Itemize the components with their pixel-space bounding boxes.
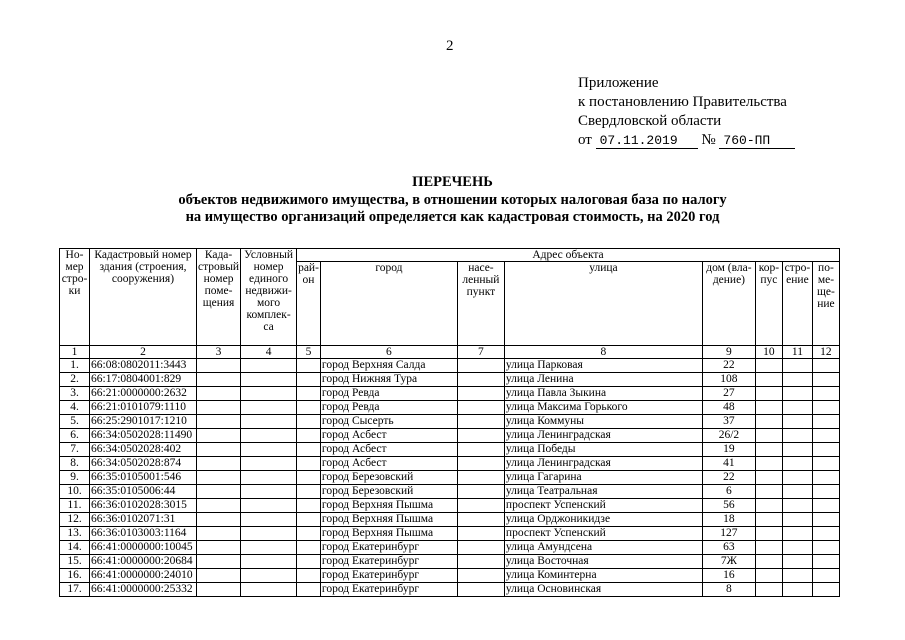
page-number: 2 (446, 38, 454, 54)
cell-street: улица Победы (504, 443, 702, 457)
cell-city: город Верхняя Пышма (320, 499, 457, 513)
cell-house: 6 (702, 485, 755, 499)
cell-cadastral-room (197, 485, 241, 499)
cell-house: 26/2 (702, 429, 755, 443)
header-city: город (320, 262, 457, 346)
cell-house: 22 (702, 471, 755, 485)
cell-house: 27 (702, 387, 755, 401)
cell-building (782, 359, 812, 373)
header-room: по-ме-ще-ние (812, 262, 839, 346)
cell-settlement (457, 415, 504, 429)
cell-block (755, 541, 782, 555)
cell-district (297, 415, 321, 429)
cell-district (297, 373, 321, 387)
table-row (60, 513, 840, 527)
column-number: 3 (197, 346, 241, 359)
cell-room (812, 485, 839, 499)
header-cadastral-building: Кадастровый номер здания (строения, сооружения) (90, 249, 197, 346)
cell-cadastral-building: 66:34:0502028:402 (90, 443, 197, 457)
cell-street: улица Ленинградская (504, 429, 702, 443)
cell-cadastral-room (197, 499, 241, 513)
table-row (60, 373, 840, 387)
cell-conditional (241, 527, 297, 541)
cell-house: 127 (702, 527, 755, 541)
cell-block (755, 373, 782, 387)
cell-district (297, 401, 321, 415)
cell-street: улица Максима Горького (504, 401, 702, 415)
cell-city: город Ревда (320, 401, 457, 415)
cell-city: город Асбест (320, 429, 457, 443)
appendix-title: Приложение (578, 75, 659, 91)
header-row-1 (60, 249, 840, 262)
cell-settlement (457, 569, 504, 583)
document-title (0, 174, 905, 227)
number-prefix: № (701, 132, 716, 148)
cell-city: город Екатеринбург (320, 555, 457, 569)
cell-building (782, 471, 812, 485)
cell-district (297, 457, 321, 471)
cell-row-num: 6. (60, 429, 90, 443)
cell-street: улица Ленинградская (504, 457, 702, 471)
cell-conditional (241, 373, 297, 387)
cell-house: 37 (702, 415, 755, 429)
cell-room (812, 527, 839, 541)
cell-room (812, 457, 839, 471)
cell-district (297, 485, 321, 499)
header-conditional: Условный номер единого недвижи-мого комплек-са (241, 249, 297, 346)
cell-cadastral-building: 66:08:0802011:3443 (90, 359, 197, 373)
cell-settlement (457, 499, 504, 513)
cell-building (782, 527, 812, 541)
cell-house: 18 (702, 513, 755, 527)
cell-block (755, 359, 782, 373)
cell-district (297, 555, 321, 569)
cell-settlement (457, 555, 504, 569)
cell-row-num: 9. (60, 471, 90, 485)
cell-settlement (457, 373, 504, 387)
table-row (60, 443, 840, 457)
cell-row-num: 7. (60, 443, 90, 457)
cell-block (755, 457, 782, 471)
table-row (60, 527, 840, 541)
cell-building (782, 541, 812, 555)
cell-house: 108 (702, 373, 755, 387)
cell-building (782, 443, 812, 457)
cell-row-num: 1. (60, 359, 90, 373)
cell-block (755, 443, 782, 457)
cell-street: улица Амундсена (504, 541, 702, 555)
cell-house: 56 (702, 499, 755, 513)
decree-number: 760-ПП (719, 133, 795, 149)
cell-block (755, 471, 782, 485)
cell-conditional (241, 387, 297, 401)
column-numbers-row (60, 346, 840, 359)
column-number: 5 (297, 346, 321, 359)
table-row (60, 457, 840, 471)
decree-date: 07.11.2019 (596, 133, 698, 149)
cell-street: улица Основинская (504, 583, 702, 597)
cell-city: город Асбест (320, 457, 457, 471)
cell-cadastral-room (197, 471, 241, 485)
cell-block (755, 387, 782, 401)
cell-conditional (241, 457, 297, 471)
cell-building (782, 373, 812, 387)
cell-cadastral-building: 66:34:0502028:874 (90, 457, 197, 471)
header-house: дом (вла-дение) (702, 262, 755, 346)
cell-block (755, 583, 782, 597)
cell-building (782, 513, 812, 527)
cell-cadastral-building: 66:41:0000000:24010 (90, 569, 197, 583)
column-number: 6 (320, 346, 457, 359)
cell-row-num: 14. (60, 541, 90, 555)
cell-street: улица Коминтерна (504, 569, 702, 583)
appendix-date-line (578, 131, 795, 150)
appendix-block (578, 74, 795, 150)
cell-district (297, 527, 321, 541)
cell-house: 22 (702, 359, 755, 373)
cell-row-num: 4. (60, 401, 90, 415)
cell-city: город Верхняя Пышма (320, 527, 457, 541)
cell-cadastral-building: 66:36:0103003:1164 (90, 527, 197, 541)
cell-settlement (457, 359, 504, 373)
header-settlement: насе-ленный пункт (457, 262, 504, 346)
cell-room (812, 415, 839, 429)
table-row (60, 429, 840, 443)
cell-cadastral-room (197, 583, 241, 597)
cell-district (297, 569, 321, 583)
cell-street: улица Восточная (504, 555, 702, 569)
cell-row-num: 10. (60, 485, 90, 499)
cell-street: улица Орджоникидзе (504, 513, 702, 527)
cell-block (755, 513, 782, 527)
cell-room (812, 387, 839, 401)
appendix-decree: к постановлению Правительства (578, 94, 787, 110)
table-row (60, 471, 840, 485)
cell-street: улица Павла Зыкина (504, 387, 702, 401)
cell-cadastral-room (197, 359, 241, 373)
cell-building (782, 387, 812, 401)
title-subtitle-2: на имущество организаций определяется как кадастровая стоимость, на 2020 год (185, 209, 720, 225)
cell-row-num: 5. (60, 415, 90, 429)
cell-cadastral-building: 66:21:0000000:2632 (90, 387, 197, 401)
cell-settlement (457, 457, 504, 471)
cell-settlement (457, 443, 504, 457)
cell-room (812, 373, 839, 387)
date-prefix: от (578, 132, 592, 148)
cell-street: улица Театральная (504, 485, 702, 499)
appendix-region: Свердловской области (578, 113, 722, 129)
column-number: 11 (782, 346, 812, 359)
header-block: кор-пус (755, 262, 782, 346)
cell-district (297, 471, 321, 485)
cell-street: улица Парковая (504, 359, 702, 373)
table-row (60, 485, 840, 499)
table-row (60, 555, 840, 569)
cell-conditional (241, 429, 297, 443)
cell-room (812, 583, 839, 597)
cell-conditional (241, 541, 297, 555)
cell-district (297, 387, 321, 401)
header-building: стро-ение (782, 262, 812, 346)
cell-conditional (241, 583, 297, 597)
cell-district (297, 513, 321, 527)
cell-conditional (241, 499, 297, 513)
cell-settlement (457, 387, 504, 401)
cell-house: 48 (702, 401, 755, 415)
cell-city: город Ревда (320, 387, 457, 401)
cell-cadastral-room (197, 387, 241, 401)
cell-cadastral-building: 66:17:0804001:829 (90, 373, 197, 387)
cell-cadastral-building: 66:36:0102071:31 (90, 513, 197, 527)
cell-house: 7Ж (702, 555, 755, 569)
cell-cadastral-building: 66:36:0102028:3015 (90, 499, 197, 513)
cell-city: город Верхняя Пышма (320, 513, 457, 527)
cell-house: 63 (702, 541, 755, 555)
cell-conditional (241, 415, 297, 429)
cell-room (812, 513, 839, 527)
cell-settlement (457, 485, 504, 499)
cell-street: улица Ленина (504, 373, 702, 387)
cell-room (812, 443, 839, 457)
cell-block (755, 527, 782, 541)
column-number: 8 (504, 346, 702, 359)
cell-city: город Асбест (320, 443, 457, 457)
cell-building (782, 401, 812, 415)
cell-cadastral-building: 66:41:0000000:25332 (90, 583, 197, 597)
cell-cadastral-room (197, 555, 241, 569)
cell-street: проспект Успенский (504, 527, 702, 541)
cell-block (755, 499, 782, 513)
cell-house: 8 (702, 583, 755, 597)
cell-building (782, 485, 812, 499)
cell-settlement (457, 401, 504, 415)
cell-building (782, 555, 812, 569)
cell-building (782, 583, 812, 597)
header-cadastral-room: Када-стровый номер поме-щения (197, 249, 241, 346)
cell-room (812, 471, 839, 485)
cell-house: 41 (702, 457, 755, 471)
cell-cadastral-room (197, 443, 241, 457)
cell-row-num: 3. (60, 387, 90, 401)
cell-city: город Березовский (320, 471, 457, 485)
cell-block (755, 401, 782, 415)
cell-row-num: 13. (60, 527, 90, 541)
cell-city: город Екатеринбург (320, 569, 457, 583)
cell-cadastral-room (197, 415, 241, 429)
cell-block (755, 429, 782, 443)
cell-row-num: 2. (60, 373, 90, 387)
cell-building (782, 429, 812, 443)
cell-cadastral-building: 66:34:0502028:11490 (90, 429, 197, 443)
cell-conditional (241, 443, 297, 457)
cell-street: проспект Успенский (504, 499, 702, 513)
table-row (60, 387, 840, 401)
cell-conditional (241, 569, 297, 583)
cell-settlement (457, 429, 504, 443)
table-row (60, 415, 840, 429)
table-row (60, 499, 840, 513)
cell-conditional (241, 485, 297, 499)
cell-room (812, 555, 839, 569)
cell-city: город Березовский (320, 485, 457, 499)
table-row (60, 401, 840, 415)
cell-settlement (457, 541, 504, 555)
column-number: 9 (702, 346, 755, 359)
cell-row-num: 16. (60, 569, 90, 583)
cell-district (297, 499, 321, 513)
cell-city: город Сысерть (320, 415, 457, 429)
title-heading: ПЕРЕЧЕНЬ (412, 174, 493, 190)
cell-cadastral-building: 66:41:0000000:10045 (90, 541, 197, 555)
cell-city: город Екатеринбург (320, 541, 457, 555)
cell-row-num: 8. (60, 457, 90, 471)
cell-block (755, 485, 782, 499)
cell-block (755, 555, 782, 569)
cell-house: 16 (702, 569, 755, 583)
header-street: улица (504, 262, 702, 346)
cell-cadastral-building: 66:35:0105006:44 (90, 485, 197, 499)
cell-building (782, 569, 812, 583)
cell-street: улица Гагарина (504, 471, 702, 485)
cell-district (297, 429, 321, 443)
cell-cadastral-room (197, 527, 241, 541)
cell-conditional (241, 555, 297, 569)
cell-street: улица Коммуны (504, 415, 702, 429)
table-body (60, 249, 840, 597)
column-number: 12 (812, 346, 839, 359)
table-row (60, 359, 840, 373)
cell-room (812, 359, 839, 373)
cell-district (297, 443, 321, 457)
header-address: Адрес объекта (297, 249, 840, 262)
cell-row-num: 12. (60, 513, 90, 527)
header-district: рай-он (297, 262, 321, 346)
cell-building (782, 457, 812, 471)
cell-cadastral-room (197, 541, 241, 555)
cell-cadastral-room (197, 401, 241, 415)
title-subtitle-1: объектов недвижимого имущества, в отношении которых налоговая база по налогу (178, 191, 727, 208)
cell-settlement (457, 527, 504, 541)
cell-room (812, 429, 839, 443)
cell-settlement (457, 513, 504, 527)
cell-building (782, 499, 812, 513)
table-row (60, 583, 840, 597)
cell-city: город Нижняя Тура (320, 373, 457, 387)
cell-block (755, 569, 782, 583)
cell-room (812, 401, 839, 415)
cell-cadastral-building: 66:41:0000000:20684 (90, 555, 197, 569)
cell-conditional (241, 359, 297, 373)
cell-block (755, 415, 782, 429)
cell-cadastral-room (197, 513, 241, 527)
table-row (60, 569, 840, 583)
property-table (59, 248, 840, 597)
cell-cadastral-room (197, 569, 241, 583)
header-row-num: Но-мер стро-ки (60, 249, 90, 346)
cell-district (297, 541, 321, 555)
table-row (60, 541, 840, 555)
cell-room (812, 541, 839, 555)
cell-conditional (241, 401, 297, 415)
cell-cadastral-room (197, 457, 241, 471)
column-number: 1 (60, 346, 90, 359)
cell-house: 19 (702, 443, 755, 457)
cell-city: город Верхняя Салда (320, 359, 457, 373)
cell-settlement (457, 471, 504, 485)
column-number: 2 (90, 346, 197, 359)
cell-cadastral-building: 66:25:2901017:1210 (90, 415, 197, 429)
cell-city: город Екатеринбург (320, 583, 457, 597)
cell-district (297, 359, 321, 373)
column-number: 4 (241, 346, 297, 359)
cell-row-num: 17. (60, 583, 90, 597)
cell-cadastral-building: 66:21:0101079:1110 (90, 401, 197, 415)
cell-row-num: 11. (60, 499, 90, 513)
cell-district (297, 583, 321, 597)
cell-room (812, 499, 839, 513)
cell-cadastral-room (197, 429, 241, 443)
cell-room (812, 569, 839, 583)
cell-conditional (241, 471, 297, 485)
cell-settlement (457, 583, 504, 597)
cell-conditional (241, 513, 297, 527)
column-number: 10 (755, 346, 782, 359)
column-number: 7 (457, 346, 504, 359)
cell-building (782, 415, 812, 429)
cell-cadastral-building: 66:35:0105001:546 (90, 471, 197, 485)
cell-cadastral-room (197, 373, 241, 387)
cell-row-num: 15. (60, 555, 90, 569)
